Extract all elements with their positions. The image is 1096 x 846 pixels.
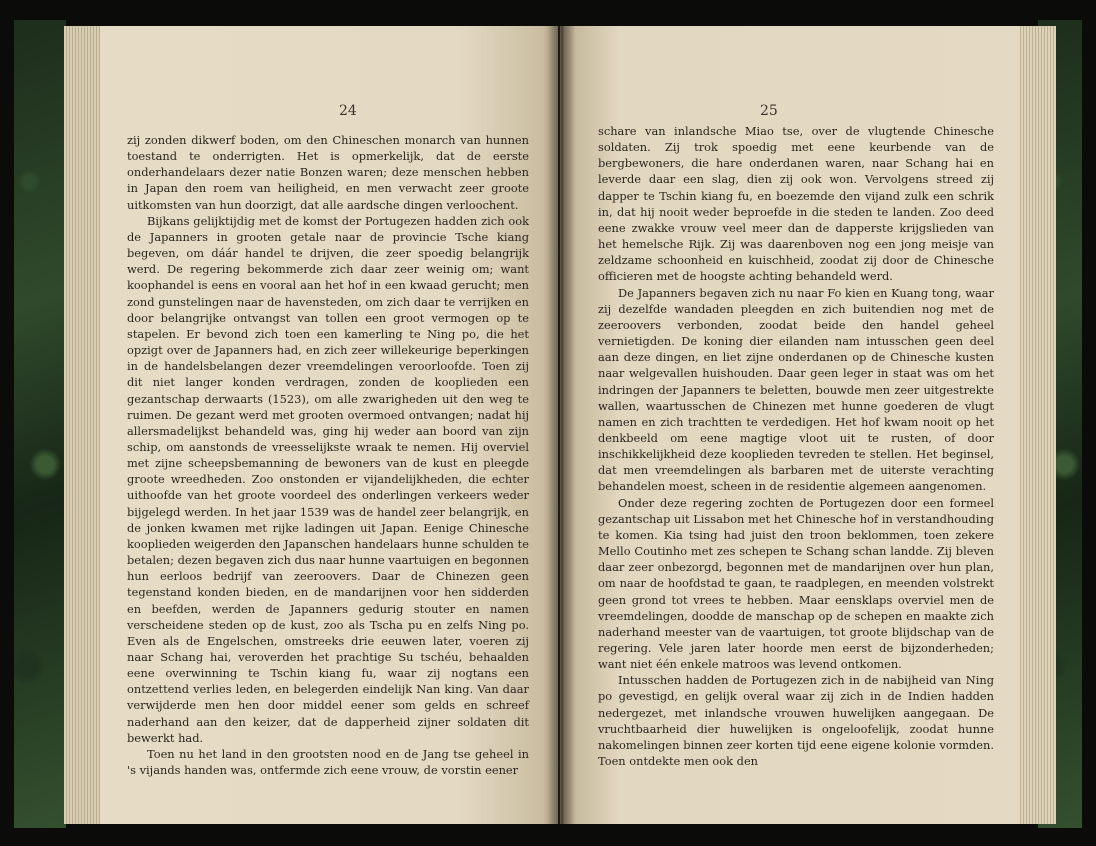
- paragraph: Bijkans gelijktijdig met de komst der Portugezen hadden zich ook de Japanners in grooten getale naar de provincie Tsche kiang begeven, om dáár handel te drijven, die zeer spoedig belangrijk werd. De regering bekommerde zich daar zeer weinig om; want koophandel is eens en vooral aan het hof in een kwaad gerucht; men zond gunstelingen naar de havensteden, om zich daar te verrijken en door belangrijke ontvangst van tollen een groot vermogen op te stapelen. Er bevond zich toen een kamerling te Ning po, die het opzigt over de Japanners had, en zich zeer willekeurige beperkingen in de handelsbelangen dezer vreemdelingen veroorloofde. Toen zij dit niet langer konden verdragen, zonden de kooplieden een gezantschap derwaarts (1523), om alle zwarigheden uit den weg te ruimen. De gezant werd met grooten overmoed ontvangen; nadat hij allersmadelijkst behandeld was, ging hij weder aan boord van zijn schip, om aanstonds de vreesselijkste wraak te nemen. Hij overviel met zijne scheepsbemanning de bewoners van de kust en pleegde groote wreedheden. Zoo onstonden er vijandelijkheden, die echter uithoofde van het groote voordeel des onderlingen verkeers weder bijgelegd werden. In het jaar 1539 was de handel zeer belangrijk, en de jonken kwamen met rijke ladingen uit Japan. Eenige Chinesche kooplieden weigerden den Japanschen handelaars hunne schulden te betalen; dezen begaven zich dus naar hunne vaartuigen en begonnen hun eerloos bedrijf van zeeroovers. Daar de Chinezen geen tegenstand konden bieden, en de mandarijnen voor hen sidderden en beefden, werden de Japanners gedurig stouter en namen verscheidene steden op de kust, zoo als Tscha pu en zelfs Ning po. Even als de Engelschen, omstreeks drie eeuwen later, voeren zij naar Schang hai, veroverden het prachtige Su tschéu, behaalden eene overwinning te Tschin kiang fu, waar zij nogtans een ontzettend verlies leden, en belegerden eindelijk Nan king. Van daar verwijderde men hen door middel eener som gelds en schreef naderhand aan den keizer, dat de dapperheid zijner soldaten dit bewerkt had.: [127, 213, 529, 745]
- paragraph: De Japanners begaven zich nu naar Fo kien en Kuang tong, waar zij dezelfde wandaden pleegden en zich buitendien nog met de zeeroovers verbonden, zoodat beide den handel geheel vernietigden. De koning dier eilanden nam intusschen geen deel aan deze dingen, en liet zijne onderdanen op de Chinesche kusten naar welgevallen huishouden. Daar geen leger in staat was om het indringen der Japanners te beletten, bouwde men zeer uitgestrekte wallen, waartusschen de Chinezen met hunne goederen de vlugt namen en zich trachtten te verdedigen. Het hof kwam nooit op het denkbeeld om eene magtige vloot uit te rusten, of door inschikkelijkheid deze kooplieden tevreden te stellen. Het beginsel, dat men vreemdelingen als barbaren met de uiterste verachting behandelen moest, scheen in de residentie algemeen aangenomen.: [598, 285, 994, 494]
- paragraph: Onder deze regering zochten de Portugezen door een formeel gezantschap uit Lissabon met het Chinesche hof in verstandhouding te komen. Kia tsing had juist den troon beklommen, toen zekere Mello Coutinho met zes schepen te Schang schan landde. Zij bleven daar zeer onbezorgd, begonnen met de mandarijnen over hun plan, om naar de hoofdstad te gaan, te raadplegen, en meenden volstrekt geen grond tot vrees te hebben. Maar eensklaps overviel men de vreemdelingen, doodde de manschap op de schepen en maakte zich naderhand meester van de vaartuigen, tot groote blijdschap van de regering. Vele jaren later hoorde men eerst de bijzonderheden; want niet één enkele matroos was levend ontkomen.: [598, 495, 994, 672]
- paragraph: Toen nu het land in den grootsten nood en de Jang tse geheel in 's vijands handen was, ontfermde zich eene vrouw, de vorstin eener: [127, 746, 529, 778]
- paragraph: schare van inlandsche Miao tse, over de vlugtende Chinesche soldaten. Zij trok spoedig met eene keurbende van de bergbewoners, die hare onderdanen waren, naar Schang hai en leverde daar een slag, dien zij ook won. Vervolgens streed zij dapper te Tschin kiang fu, en boezemde den vijand zulk een schrik in, dat hij nooit weder beproefde in die steden te landen. Zoo deed eene zwakke vrouw veel meer dan de dapperste krijgslieden van het hemelsche Rijk. Zij was daarenboven nog een jong meisje van zeldzame schoonheid en kuischheid, zoodat zij door de Chinesche officieren met de hoogste achting behandeld werd.: [598, 124, 994, 284]
- book-cover-left: [14, 20, 66, 828]
- paragraph: zij zonden dikwerf boden, om den Chineschen monarch van hunnen toestand te onderrigten. Het is opmerkelijk, dat de eerste onderhandelaars dezer natie Bonzen waren; deze menschen hebben in Japan den roem van heiligheid, en men verwacht zeer groote uitkomsten van hun doorzigt, dat alle aardsche dingen verloochent.: [127, 133, 529, 212]
- left-page-text: [127, 132, 529, 778]
- right-page-text: [598, 123, 994, 769]
- page-number-right: 25: [760, 103, 778, 119]
- paragraph: Intusschen hadden de Portugezen zich in de nabijheid van Ning po gevestigd, en gelijk overal waar zij zich in de Indien hadden nedergezet, met inlandsche vrouwen huwelijken aangegaan. De vruchtbaarheid dier huwelijken is ongeloofelijk, zoodat hunne nakomelingen binnen zeer korten tijd eene eigene kolonie vormden. Toen ontdekte men ook den: [598, 673, 994, 769]
- left-page-edges: [64, 26, 100, 824]
- page-number-left: 24: [339, 103, 357, 119]
- right-page-edges: [1020, 26, 1056, 824]
- book-gutter: [548, 26, 576, 824]
